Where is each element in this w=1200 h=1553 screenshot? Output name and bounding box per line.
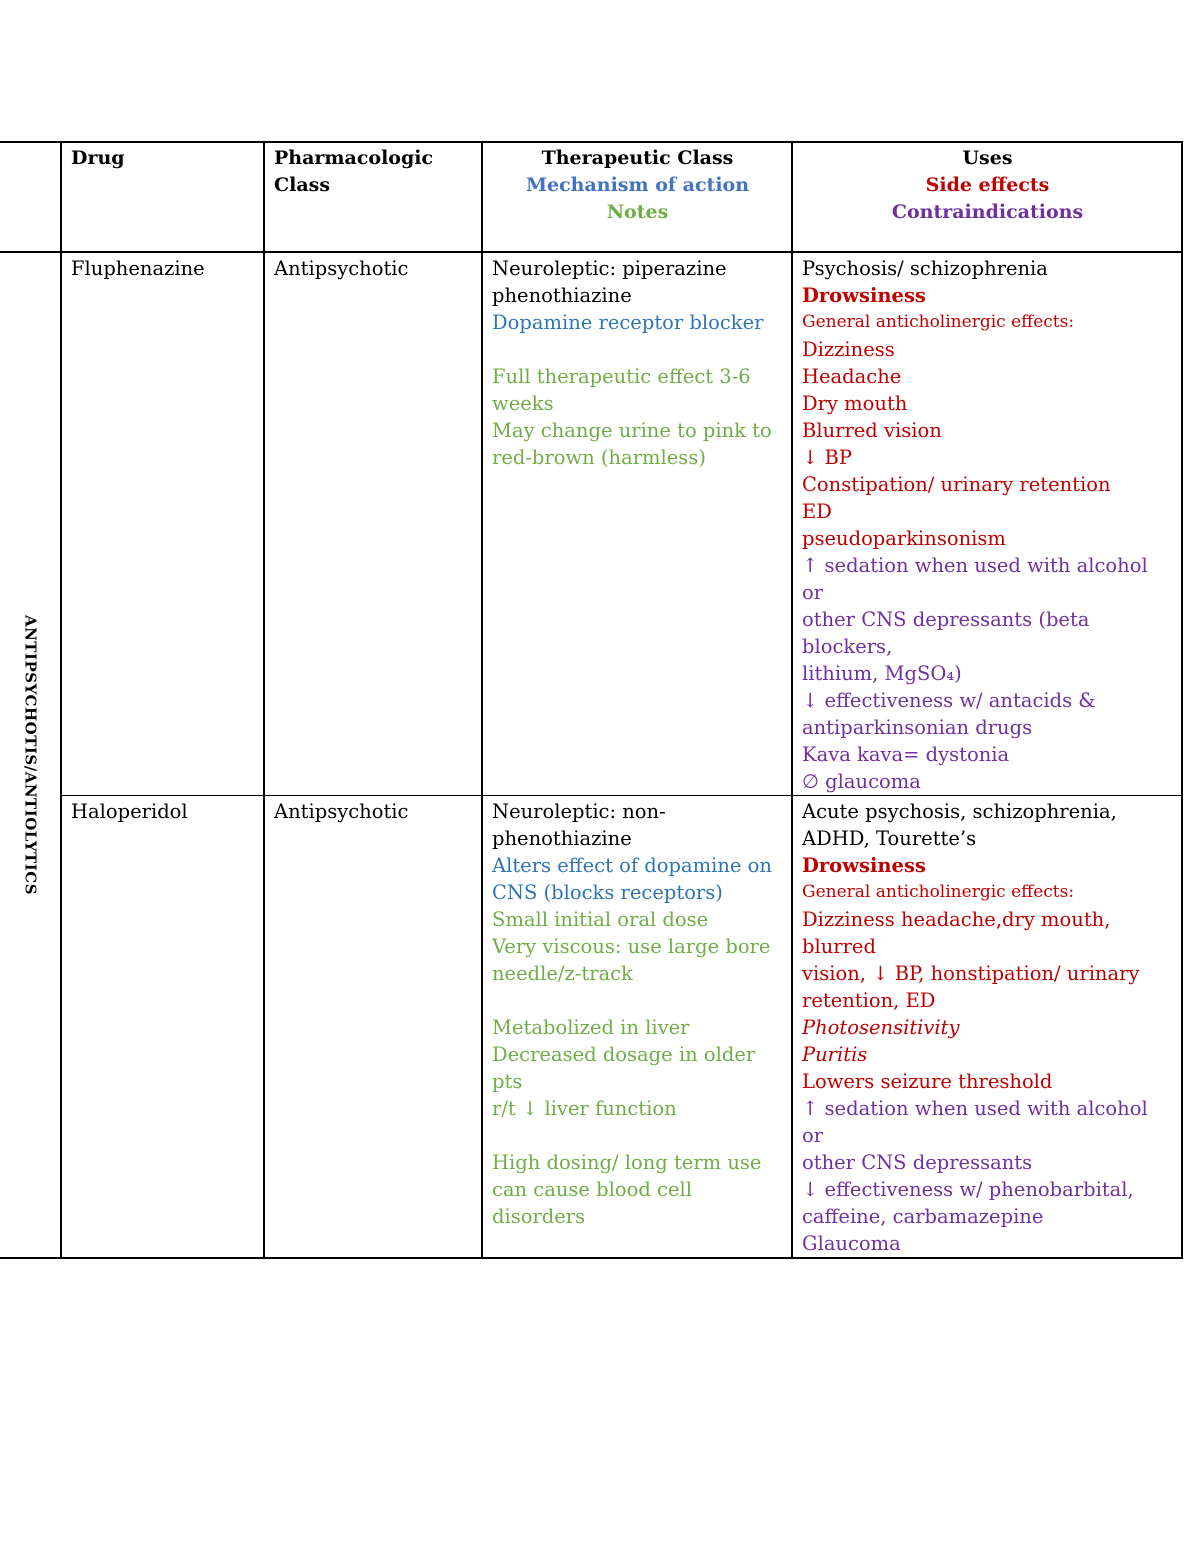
contraindication-text: ↑ sedation when used with alcohol or (802, 554, 1148, 604)
pharm-class: Antipsychotic (264, 796, 482, 1259)
header-pharm-class: Pharmacologic Class (264, 142, 482, 252)
uses-text: Acute psychosis, schizophrenia, (802, 800, 1117, 823)
uses-text: Psychosis/ schizophrenia (802, 257, 1048, 280)
header-category-cell (0, 142, 61, 252)
table-row (0, 796, 1182, 1259)
pharm-class: Antipsychotic (264, 252, 482, 796)
drug-table (0, 141, 1183, 1259)
drug-name: Fluphenazine (61, 252, 264, 796)
header-therapeutic-label: Therapeutic Class (541, 147, 734, 169)
header-row (0, 142, 1182, 252)
category-cell (0, 252, 61, 1258)
header-therapeutic-class (482, 142, 792, 252)
contraindication-text: ↑ sedation when used with alcohol or (802, 1097, 1148, 1147)
mechanism-text: Dopamine receptor blocker (492, 311, 764, 334)
header-contraindications-label: Contraindications (891, 201, 1084, 223)
header-uses (792, 142, 1182, 252)
therapeutic-cell: Neuroleptic: non- phenothiazine Alters effect of dopamine on CNS (blocks receptors) Small initial oral dose Very viscous: use large bore needle/z-track Metabolized in liver Decreased dosage in older pts r/t ↓ liver function High dosing/ long term use can cause blood cell disorders (482, 796, 792, 1259)
header-uses-label: Uses (962, 147, 1013, 169)
header-side-effects-label: Side effects (925, 174, 1050, 196)
table-row (0, 252, 1182, 796)
drug-name: Haloperidol (61, 796, 264, 1259)
uses-cell: Psychosis/ schizophrenia Drowsiness General anticholinergic effects: Dizziness Headache Dry mouth Blurred vision ↓ BP Constipation/ urinary retention ED pseudoparkinsonism ↑ sedation when used with alcohol or other CNS depressants (beta blockers, lithium, MgSO₄) ↓ effectiveness w/ antacids & antiparkinsonian drugs Kava kava= dystonia ∅ glaucoma (792, 252, 1182, 796)
therapeutic-cell: Neuroleptic: piperazine phenothiazine Dopamine receptor blocker Full therapeutic effect 3-6 weeks May change urine to pink to red-brown (harmless) (482, 252, 792, 796)
mechanism-text: Alters effect of dopamine on (492, 854, 772, 877)
side-effect-primary: Drowsiness (802, 854, 926, 877)
notes-text: Small initial oral dose (492, 908, 709, 931)
uses-cell: Acute psychosis, schizophrenia, ADHD, Tourette’s Drowsiness General anticholinergic effects: Dizziness headache,dry mouth, blurred vision, ↓ BP, honstipation/ urinary retention, ED Photosensitivity Puritis Lowers seizure threshold ↑ sedation when used with alcohol or other CNS depressants ↓ effectiveness w/ phenobarbital, caffeine, carbamazepine Glaucoma (792, 796, 1182, 1259)
category-label: ANTIPSYCHOTIS/ANTIOLYTICS (21, 614, 40, 896)
side-effect-primary: Drowsiness (802, 284, 926, 307)
header-notes-label: Notes (606, 201, 669, 223)
header-drug: Drug (61, 142, 264, 252)
header-mechanism-label: Mechanism of action (525, 174, 750, 196)
notes-text: Full therapeutic effect 3-6 (492, 365, 751, 388)
